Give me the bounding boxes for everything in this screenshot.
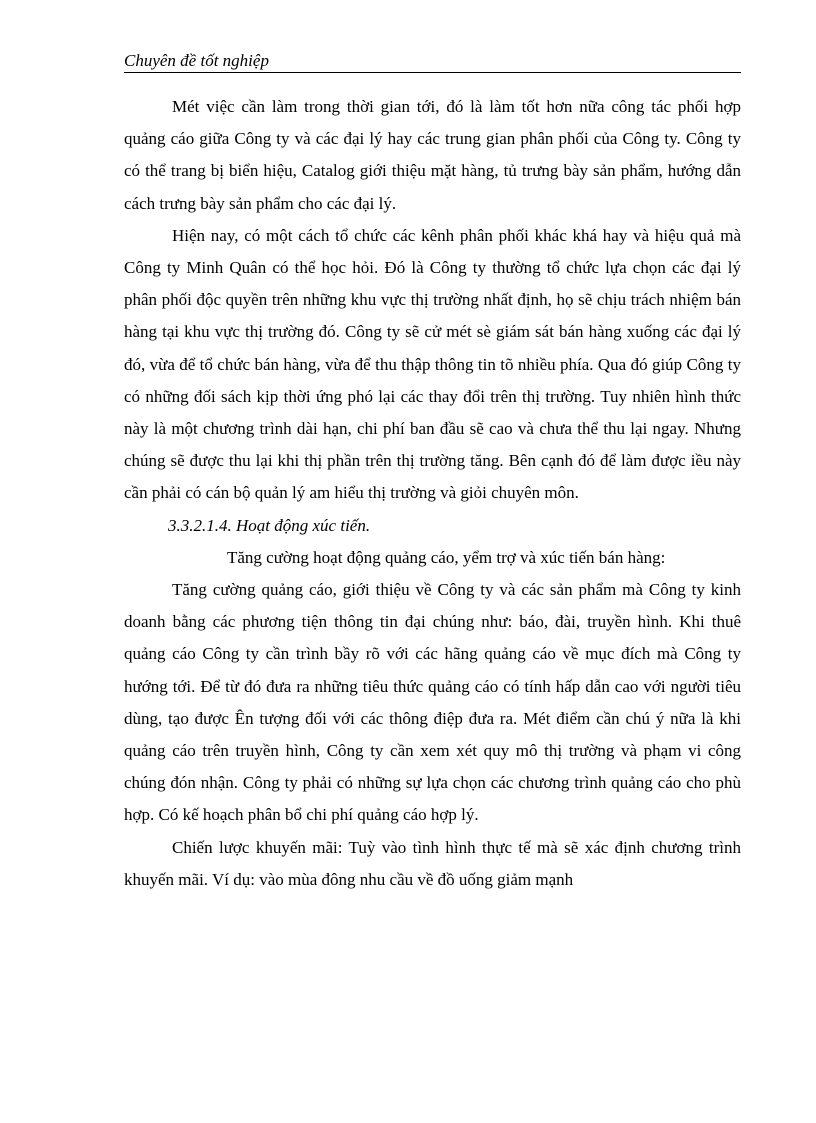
page-header xyxy=(124,50,741,73)
section-subtitle: Tăng cường hoạt động quảng cáo, yểm trợ và xúc tiến bán hàng: xyxy=(227,547,666,567)
section-heading: 3.3.2.1.4. Hoạt động xúc tiến. xyxy=(168,515,371,535)
header-title: Chuyên đề tốt nghiệp xyxy=(124,51,269,70)
document-body xyxy=(124,91,741,896)
paragraph-advertising: Tăng cường quảng cáo, giới thiệu về Công ty và các sản phẩm mà Công ty kinh doanh bằng các phương tiện thông tin đại chúng như: báo, đài, truyền hình. Khi thuê quảng cáo Công ty cần trình bầy rõ với các hãng quảng cáo về mục đích mà Công ty hướng tới. Để từ đó đưa ra những tiêu thức quảng cáo có tính hấp dẫn cao với người tiêu dùng, tạo được Ên tượng đối với các thông điệp đưa ra. Mét điểm cần chú ý nữa là khi quảng cáo trên truyền hình, Công ty cần xem xét quy mô thị trường và phạm vi công chúng đón nhận. Công ty phải có những sự lựa chọn các chương trình quảng cáo cho phù hợp. Có kế hoạch phân bổ chi phí quảng cáo hợp lý. xyxy=(124,580,741,825)
paragraph-coordination: Mét việc cần làm trong thời gian tới, đó là làm tốt hơn nữa công tác phối hợp quảng cáo giữa Công ty và các đại lý hay các trung gian phân phối của Công ty. Công ty có thể trang bị biển hiệu, Catalog giới thiệu mặt hàng, tủ trưng bày sản phẩm, hướng dẫn cách trưng bày sản phẩm cho các đại lý. xyxy=(124,97,741,213)
paragraph-distribution: Hiện nay, có một cách tổ chức các kênh phân phối khác khá hay và hiệu quả mà Công ty Minh Quân có thể học hỏi. Đó là Công ty thường tổ chức lựa chọn các đại lý phân phối độc quyền trên những khu vực thị trường nhất định, họ sẽ chịu trách nhiệm bán hàng tại khu vực thị trường đó. Công ty sẽ cử mét sè giám sát bán hàng xuống các đại lý đó, vừa để tổ chức bán hàng, vừa để thu thập thông tin tõ nhiều phía. Qua đó giúp Công ty có những đối sách kịp thời ứng phó lại các thay đổi trên thị trường. Tuy nhiên hình thức này là một chương trình dài hạn, chi phí ban đầu sẽ cao và chưa thể thu lại ngay. Nhưng chúng sẽ được thu lại khi thị phần trên thị trường tăng. Bên cạnh đó để làm được iều này cần phải có cán bộ quản lý am hiểu thị trường và giỏi chuyên môn. xyxy=(124,225,741,503)
paragraph-promotion: Chiến lược khuyến mãi: Tuỳ vào tình hình thực tế mà sẽ xác định chương trình khuyến mãi. Ví dụ: vào mùa đông nhu cầu về đồ uống giảm mạnh xyxy=(124,837,741,889)
